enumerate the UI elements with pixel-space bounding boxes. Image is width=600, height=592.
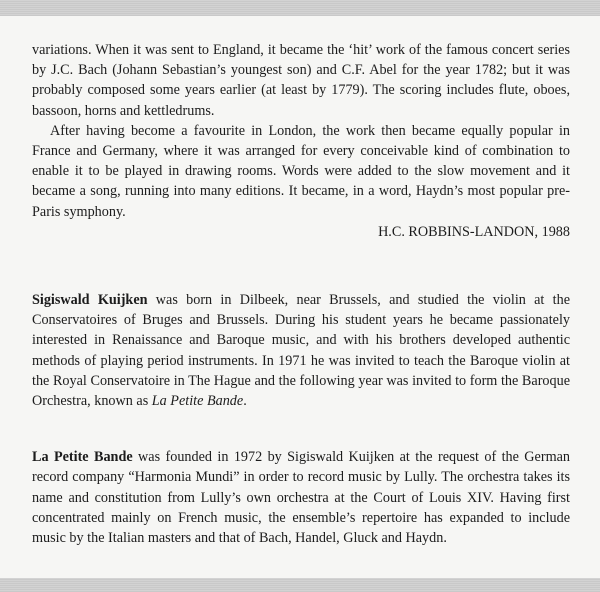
orchestra-name: La Petite Bande xyxy=(151,393,244,410)
essay-paragraph-1: variations. When it was sent to England, it became the ‘hit’ work of the famous concert series by J.C. Bach (Johann Sebastian’s youngest son) and C.F. Abel for the year 1782; but it was probably composed some years earlier (at least by 1779). The scoring includes flute, oboes, bassoon, horns and kettledrums. xyxy=(32,42,570,119)
essay-paragraph-2: After having become a favourite in London, the work then became equally popular in France and Germany, where it was arranged for every conceivable kind of combination to enable it to be played in drawing rooms. Words were added to the slow movement and it became a song, running into many editions. It became, in a word, Haydn’s most popular pre-Paris symphony. xyxy=(32,122,570,220)
section-spacer xyxy=(32,411,570,447)
top-border-band xyxy=(0,0,600,16)
bottom-border-band xyxy=(0,578,600,592)
essay-author-credit: H.C. ROBBINS-LANDON, 1988 xyxy=(378,223,570,240)
section-spacer xyxy=(32,242,570,290)
kuijken-bio-end: . xyxy=(243,393,247,410)
kuijken-name: Sigiswald Kuijken xyxy=(32,292,148,309)
bande-bio-text: was founded in 1972 by Sigiswald Kuijken at the request of the German record company “Harmonia Mundi” in order to record music by Lully. The orchestra takes its name and constitution from Lully’s own orchestra at the Court of Louis XIV. Having first concentrated mainly on French music, the ensemble’s repertoire has expanded to include music by the Italian masters and that of Bach, Handel, Gluck and Haydn. xyxy=(32,449,570,547)
bande-name: La Petite Bande xyxy=(32,449,133,466)
kuijken-biography xyxy=(32,290,570,411)
booklet-page-text xyxy=(32,40,570,548)
kuijken-bio-text: was born in Dilbeek, near Brussels, and studied the violin at the Conservatoires of Bruges and Brussels. During his student years he became passionately interested in Renaissance and Baroque music, and with his brothers developed authentic methods of playing period instruments. In 1971 he was invited to teach the Baroque violin at the Royal Conservatoire in The Hague and the following year was invited to form the Baroque Orchestra, known as xyxy=(32,292,570,410)
bande-biography xyxy=(32,447,570,548)
